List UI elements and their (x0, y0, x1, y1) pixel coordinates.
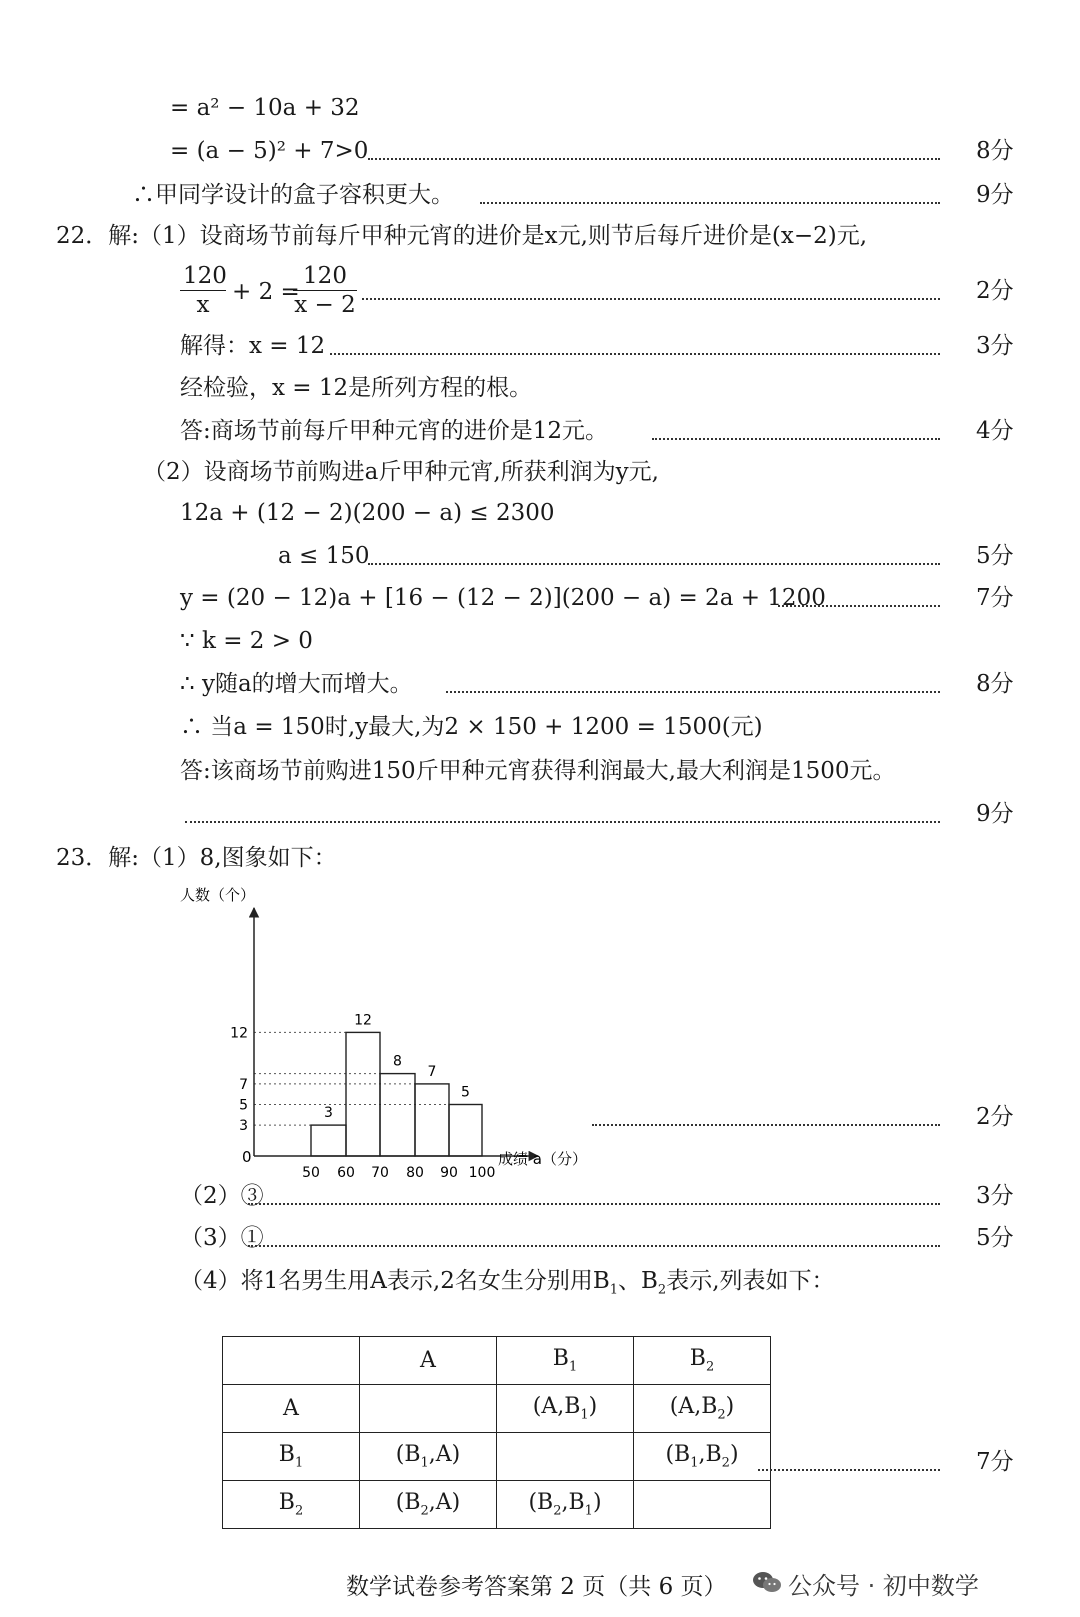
table-cell: A (360, 1337, 497, 1385)
dot-leader (185, 803, 940, 823)
derivation-expr: = (a − 5)² + 7>0 (170, 138, 369, 164)
histogram-bar (346, 1032, 380, 1156)
therefore-1-line (0, 664, 1080, 704)
table-cell (634, 1481, 771, 1529)
score-label: 3分 (976, 1183, 1014, 1209)
table-cell: $(A,B_1)$ (497, 1385, 634, 1433)
y-tick-label: 7 (239, 1076, 248, 1093)
score-label: 8分 (976, 671, 1014, 697)
q23-part3-text: （3）① (180, 1225, 264, 1251)
histogram-chart (176, 886, 616, 1181)
q23-part3-line (0, 1218, 1080, 1258)
table-cell: $(A,B_2)$ (634, 1385, 771, 1433)
bar-value-label: 5 (461, 1084, 470, 1101)
table-row (223, 1385, 771, 1433)
score-label: 3分 (976, 333, 1014, 359)
table-cell: $B_2$ (634, 1337, 771, 1385)
inequality-text: 12a + (12 − 2)(200 − a) ≤ 2300 (180, 500, 555, 526)
solve-text: 解得：x = 12 (180, 333, 326, 359)
table-cell: $B_2$ (223, 1481, 360, 1529)
x-tick-label: 60 (337, 1165, 355, 1181)
function-text: y = (20 − 12)a + [16 − (12 − 2)](200 − a) = 2a + 1200 (180, 585, 826, 611)
watermark-account: 公众号 (788, 1572, 860, 1600)
x-axis-label: 成绩 a（分） (498, 1150, 587, 1168)
dot-leader (330, 335, 940, 355)
conclusion-text: ∴甲同学设计的盒子容积更大。 (132, 182, 454, 208)
page-footer: 数学试卷参考答案第 2 页（共 6 页） (346, 1574, 727, 1600)
watermark (788, 1566, 979, 1601)
fraction-2-numerator: 120 (293, 262, 357, 291)
inequality-solution-text: a ≤ 150 (278, 543, 370, 569)
dot-leader (248, 1227, 940, 1247)
equation-score-line (0, 271, 1080, 311)
because-line (0, 621, 1080, 661)
chart-bars (311, 1032, 482, 1156)
answer-1-line (0, 411, 1080, 451)
dot-leader (446, 673, 940, 693)
score-label: 5分 (976, 543, 1014, 569)
dot-leader (758, 1451, 940, 1471)
combination-table (222, 1336, 771, 1529)
table-row (223, 1481, 771, 1529)
score-label: 2分 (976, 1104, 1014, 1130)
table-cell (223, 1337, 360, 1385)
therefore-2-text: ∴ 当a = 150时,y最大,为2 × 150 + 1200 = 1500(元) (180, 714, 763, 740)
y-axis-label: 人数（个） (180, 886, 256, 904)
q22-intro-line (0, 216, 1080, 256)
therefore-2-line (0, 707, 1080, 747)
table-header-row (223, 1337, 771, 1385)
bar-value-label: 8 (393, 1053, 402, 1070)
bar-value-label: 12 (354, 1012, 372, 1029)
score-label: 4分 (976, 418, 1014, 444)
watermark-separator: · (867, 1572, 876, 1600)
answer-2-score-line (0, 794, 1080, 834)
bar-value-label: 7 (427, 1063, 437, 1080)
table-cell: $(B_1,B_2)$ (634, 1433, 771, 1481)
x-tick-label: 90 (440, 1165, 458, 1181)
q23-intro: 23．解:（1）8,图象如下： (56, 845, 337, 871)
score-label: 9分 (976, 801, 1014, 827)
score-label: 2分 (976, 278, 1014, 304)
solve-line (0, 326, 1080, 366)
table-cell: A (223, 1385, 360, 1433)
y-tick-label: 5 (239, 1097, 248, 1114)
function-line (0, 578, 1080, 618)
fraction-1-denominator: x (196, 292, 210, 318)
y-tick-label: 3 (239, 1118, 248, 1135)
answer-2-line (0, 751, 1080, 791)
dot-leader (778, 587, 940, 607)
score-label: 9分 (976, 182, 1014, 208)
q23-part2-text: （2）③ (180, 1183, 264, 1209)
dot-leader (368, 545, 940, 565)
therefore-1-text: ∴ y随a的增大而增大。 (180, 671, 413, 697)
dot-leader (592, 1106, 940, 1126)
x-tick-label: 80 (406, 1165, 424, 1181)
table-cell: $B_1$ (497, 1337, 634, 1385)
equation-plus: + 2 = (232, 279, 300, 305)
inequality-line (0, 493, 1080, 533)
table-cell: $(B_2,A)$ (360, 1481, 497, 1529)
derivation-line-2 (0, 131, 1080, 171)
dot-leader (362, 280, 940, 300)
fraction-2-denominator: x − 2 (294, 292, 356, 318)
table-cell: $(B_1,A)$ (360, 1433, 497, 1481)
score-label: 7分 (976, 585, 1014, 611)
q23-part4-line (0, 1261, 1080, 1301)
derivation-line-1 (0, 88, 1080, 128)
x-tick-label: 50 (302, 1165, 320, 1181)
origin-label: 0 (242, 1148, 252, 1166)
q23-part4-text: （4）将1名男生用A表示,2名女生分别用$B_1$、$B_2$表示,列表如下： (180, 1268, 835, 1298)
q22-part2-text: （2）设商场节前购进a斤甲种元宵,所获利润为y元, (143, 459, 659, 485)
table-cell (360, 1385, 497, 1433)
q22-part2-line (0, 452, 1080, 492)
answer-1-text: 答:商场节前每斤甲种元宵的进价是12元。 (180, 418, 609, 444)
inequality-solution-line (0, 536, 1080, 576)
score-label: 7分 (976, 1449, 1014, 1475)
dot-leader (652, 420, 940, 440)
watermark-name: 初中数学 (882, 1572, 979, 1600)
q22-intro: 22．解:（1）设商场节前每斤甲种元宵的进价是x元,则节后每斤进价是(x−2)元, (56, 223, 868, 249)
x-tick-label: 100 (468, 1165, 496, 1181)
score-label: 5分 (976, 1225, 1014, 1251)
fraction-1-numerator: 120 (180, 262, 226, 291)
chart-score-line (0, 1097, 1080, 1137)
answer-2-text: 答:该商场节前购进150斤甲种元宵获得利润最大,最大利润是1500元。 (180, 758, 896, 784)
dot-leader (248, 1185, 940, 1205)
because-text: ∵ k = 2 > 0 (180, 628, 313, 654)
table-cell: $(B_2,B_1)$ (497, 1481, 634, 1529)
wechat-icon (752, 1570, 782, 1594)
x-tick-label: 70 (371, 1165, 389, 1181)
y-tick-label: 12 (230, 1025, 248, 1042)
table-cell: $B_1$ (223, 1433, 360, 1481)
derivation-expr: = a² − 10a + 32 (170, 95, 360, 121)
q23-part2-line (0, 1176, 1080, 1216)
dot-leader (480, 184, 940, 204)
bar-value-label: 3 (324, 1105, 333, 1122)
q23-intro-line (0, 838, 1080, 878)
check-text: 经检验，x = 12是所列方程的根。 (180, 375, 533, 401)
conclusion-line (0, 175, 1080, 215)
check-line (0, 368, 1080, 408)
score-label: 8分 (976, 138, 1014, 164)
table-score-line (0, 1442, 1080, 1482)
dot-leader (368, 140, 940, 160)
